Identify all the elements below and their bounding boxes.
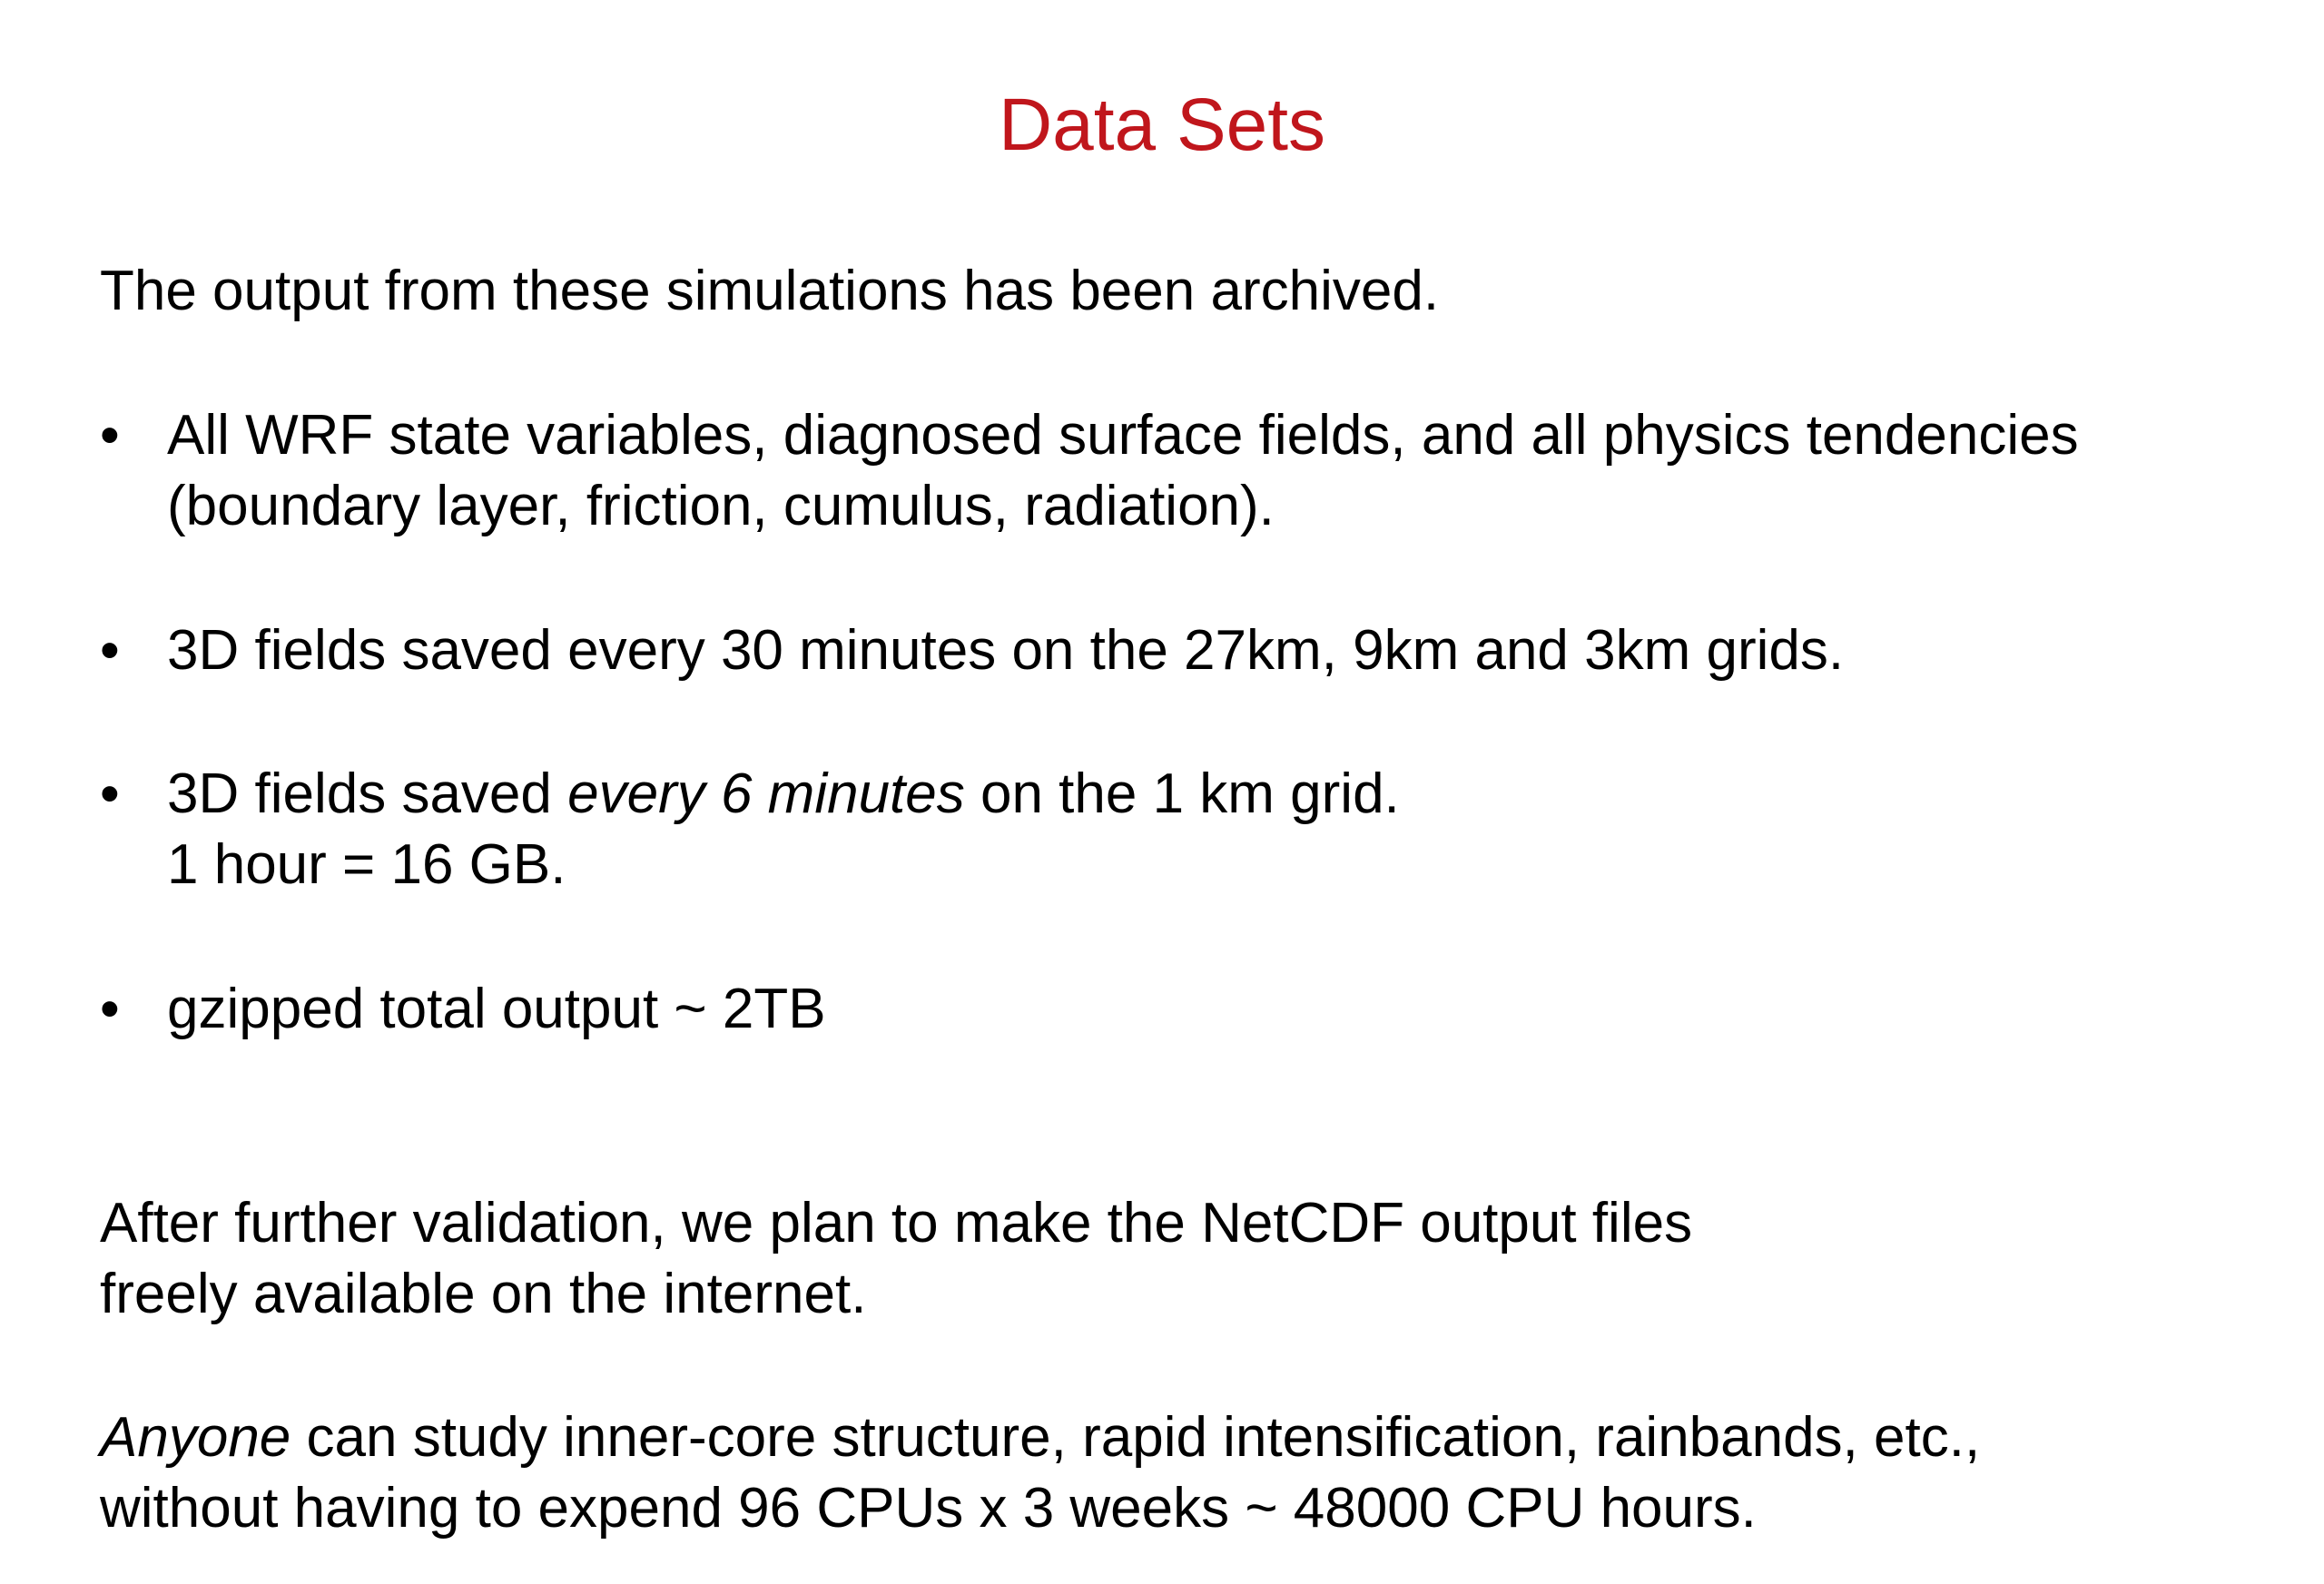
- slide-title: Data Sets: [998, 84, 1326, 166]
- paragraph-line: freely available on the internet.: [100, 1263, 867, 1325]
- bullet-text-segment: 3D fields saved: [167, 762, 568, 825]
- bullet-line: All WRF state variables, diagnosed surface fields, and all physics tendencies: [167, 404, 2079, 467]
- emphasis-anyone: Anyone: [100, 1406, 291, 1469]
- bullet-dot: •: [100, 978, 120, 1040]
- bullet-line: (boundary layer, friction, cumulus, radiation).: [167, 475, 1275, 537]
- bullet-dot: •: [100, 404, 120, 467]
- paragraph-line: without having to expend 96 CPUs x 3 weeks ~ 48000 CPU hours.: [100, 1477, 1757, 1540]
- bullet-text: [167, 974, 826, 1045]
- bullet-line: gzipped total output ~ 2TB: [167, 978, 826, 1040]
- validation-paragraph: [100, 1188, 1692, 1330]
- bullet-text: [167, 615, 1844, 686]
- paragraph-text-segment: can study inner-core structure, rapid intensification, rainbands, etc.,: [290, 1406, 1981, 1469]
- paragraph-line: After further validation, we plan to make the NetCDF output files: [100, 1192, 1693, 1254]
- bullet-dot: •: [100, 619, 120, 682]
- bullet-text: [167, 759, 1400, 900]
- bullet-text: [167, 400, 2079, 542]
- bullet-line: 1 hour = 16 GB.: [167, 833, 566, 896]
- emphasis-every-6-minutes: every 6 minutes: [567, 762, 965, 825]
- bullet-text-segment: on the 1 km grid.: [964, 762, 1400, 825]
- bullet-line: [167, 759, 1400, 830]
- paragraph-line: [100, 1402, 1980, 1473]
- anyone-paragraph: [100, 1402, 1980, 1544]
- bullet-line: 3D fields saved every 30 minutes on the 27km, 9km and 3km grids.: [167, 619, 1845, 682]
- bullet-dot: •: [100, 762, 120, 825]
- intro-paragraph: The output from these simulations has been archived.: [100, 260, 1440, 322]
